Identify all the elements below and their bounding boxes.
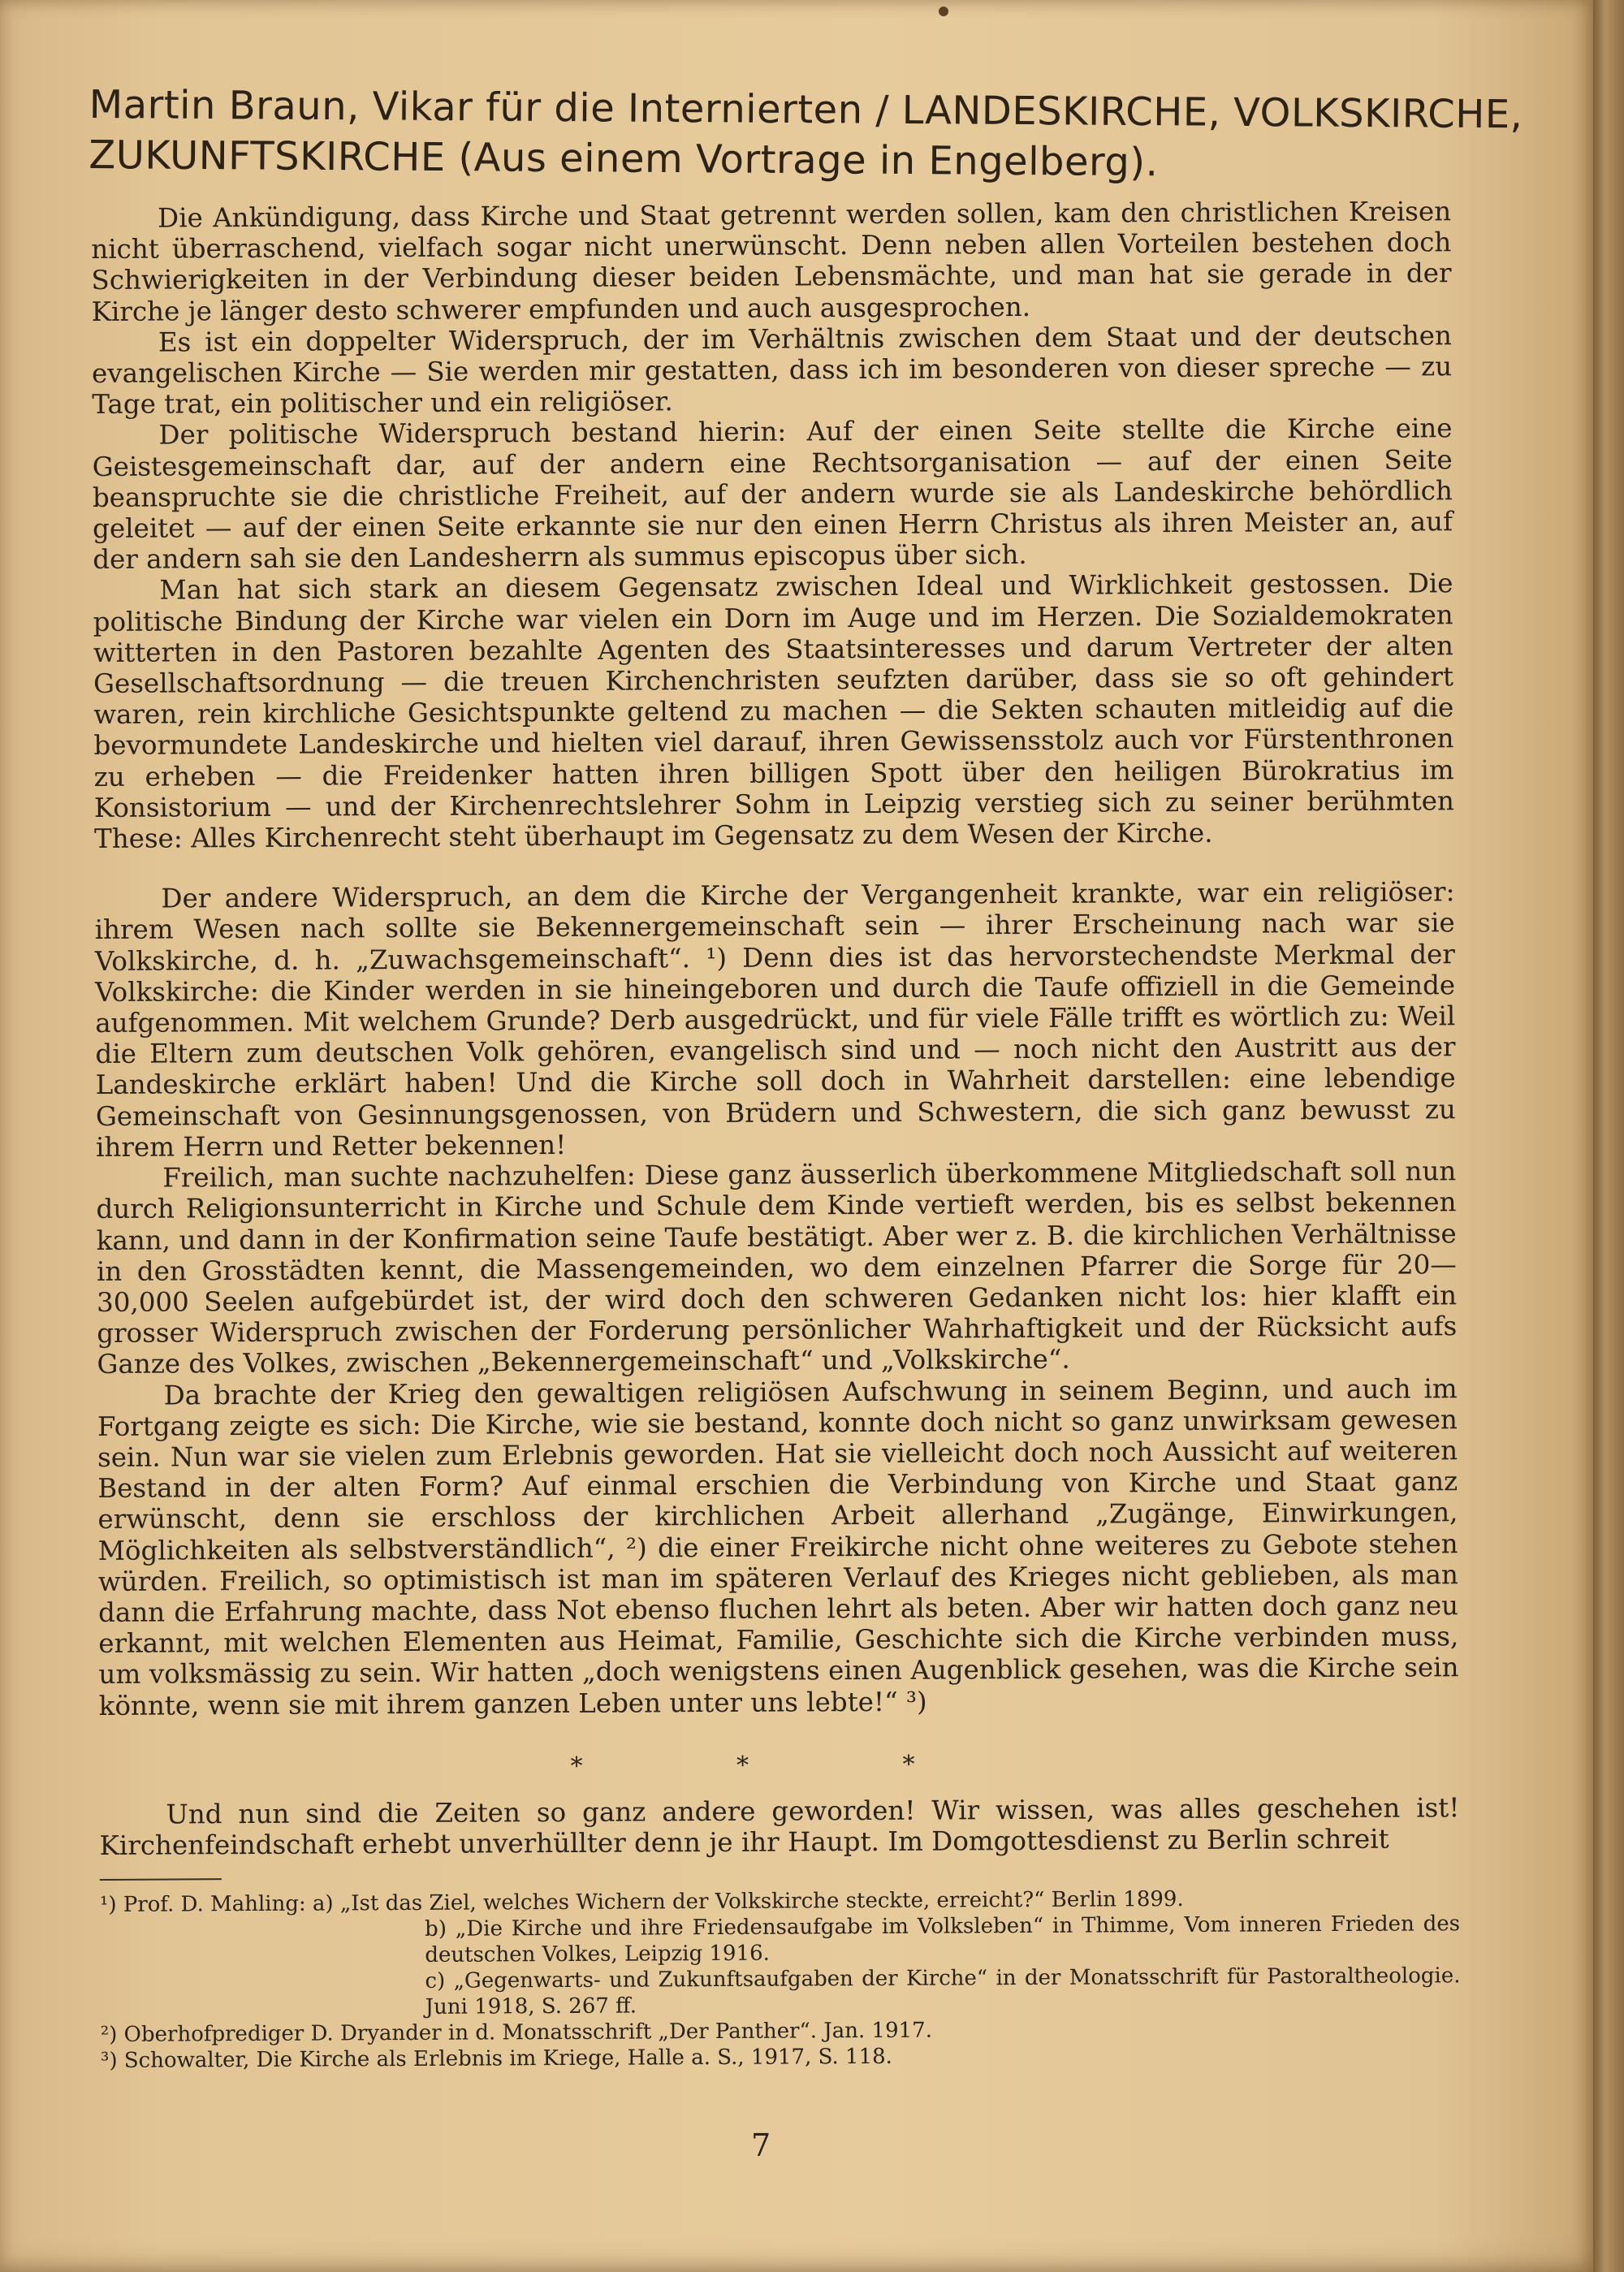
- page-number: 7: [751, 2127, 771, 2163]
- footnote-1c: c) „Gegenwarts- und Zukunftsaufgaben der Kirche“ in der Monatsschrift für Pastoraltheologie. Juni 1918, S. 267 ff.: [425, 1963, 1461, 2020]
- paragraph-2: Es ist ein doppelter Widerspruch, der im Verhältnis zwischen dem Staat und der deutschen evangelischen Kirche — Sie werden mir gestatten, dass ich im besonderen von dieser spreche — zu Tage trat, ein politischer und ein religiöser.: [92, 320, 1453, 421]
- paragraph-6: Freilich, man suchte nachzuhelfen: Diese ganz äusserlich überkommene Mitgliedschaft soll nun durch Religionsunterricht in Kirche und Schule dem Kinde vertieft werden, bis es selbst bekennen kann, und dann in der Konfirmation seine Taufe bestätigt. Aber wer z. B. die kirchlichen Verhältnisse in den Grosstädten kennt, die Massengemeinden, wo dem einzelnen Pfarrer die Sorge für 20—30,000 Seelen aufgebürdet ist, der wird doch den schweren Gedanken nicht los: hier klafft ein grosser Widerspruch zwischen der Forderung persönlicher Wahrhaftigkeit und der Rücksicht aufs Ganze des Volkes, zwischen „Bekennergemeinschaft“ und „Volkskirche“.: [96, 1155, 1458, 1380]
- paper-hole: [939, 6, 948, 16]
- footnotes: [100, 1885, 1461, 2075]
- footnote-rule: [100, 1879, 222, 1881]
- article-body: [91, 196, 1461, 2074]
- section-separator: * * *: [570, 1749, 988, 1781]
- paragraph-1: Die Ankündigung, dass Kirche und Staat getrennt werden sollen, kam den christlichen Kreisen nicht überraschend, vielfach sogar nicht unerwünscht. Denn neben allen Vorteilen bestehen doch Schwierigkeiten in der Verbindung dieser beiden Lebensmächte, und man hat sie gerade in der Kirche je länger desto schwerer empfunden und auch ausgesprochen.: [91, 196, 1452, 327]
- footnote-3: ³) Schowalter, Die Kirche als Erlebnis im Kriege, Halle a. S., 1917, S. 118.: [100, 2045, 892, 2074]
- article-heading: [89, 80, 1523, 190]
- heading-line-1: Martin Braun, Vikar für die Internierten / LANDESKIRCHE, VOLKSKIRCHE,: [89, 81, 1523, 138]
- paragraph-7: Da brachte der Krieg den gewaltigen religiösen Aufschwung in seinem Beginn, und auch im Fortgang zeigte es sich: Die Kirche, wie sie bestand, konnte doch nicht so ganz unwirksam gewesen sein. Nun war sie vielen zum Erlebnis geworden. Hat sie vielleicht doch noch Aussicht auf weiteren Bestand in der alten Form? Auf einmal erschien die Verbindung von Kirche und Staat ganz erwünscht, denn sie erschloss der kirchlichen Arbeit allerhand „Zugänge, Einwirkungen, Möglichkeiten als selbstverständlich“, ²) die einer Freikirche nicht ohne weiteres zu Gebote stehen würden. Freilich, so optimistisch ist man im späteren Verlauf des Krieges nicht geblieben, als man dann die Erfahrung machte, dass Not ebenso fluchen lehrt als beten. Aber wir hatten doch ganz neu erkannt, mit welchen Elementen aus Heimat, Familie, Geschichte sich die Kirche verbinden muss, um volksmässig zu sein. Wir hatten „doch wenigstens einen Augenblick gesehen, was die Kirche sein könnte, wenn sie mit ihrem ganzen Leben unter uns lebte!“ ³): [97, 1372, 1459, 1721]
- footnote-1a: ¹) Prof. D. Mahling: a) „Ist das Ziel, welches Wichern der Volkskirche steckte, erreicht?“ Berlin 1899.: [99, 1887, 1184, 1918]
- footnote-2: ²) Oberhofprediger D. Dryander in d. Monatsschrift „Der Panther“. Jan. 1917.: [100, 2018, 933, 2048]
- footnote-1b: b) „Die Kirche und ihre Friedensaufgabe im Volksleben“ in Thimme, Vom inneren Frieden des deutschen Volkes, Leipzig 1916.: [425, 1911, 1461, 1968]
- heading-line-2: ZUKUNFTSKIRCHE (Aus einem Vortrage in Engelberg).: [89, 132, 1159, 186]
- paragraph-4: Man hat sich stark an diesem Gegensatz zwischen Ideal und Wirklichkeit gestossen. Die politische Bindung der Kirche war vielen ein Dorn im Auge und im Herzen. Die Sozialdemokraten witterten in den Pastoren bezahlte Agenten des Staatsinteresses und darum Vertreter der alten Gesellschaftsordnung — die treuen Kirchenchristen seufzten darüber, dass sie so oft gehindert waren, rein kirchliche Gesichtspunkte geltend zu machen — die Sekten schauten mitleidig auf die bevormundete Landeskirche und hielten viel darauf, ihren Gewissensstolz auch vor Fürstenthronen zu erheben — die Freidenker hatten ihren billigen Spott über den heiligen Bürokratius im Konsistorium — und der Kirchenrechtslehrer Sohm in Leipzig verstieg sich zu seiner berühmten These: Alles Kirchenrecht steht überhaupt im Gegensatz zu dem Wesen der Kirche.: [93, 568, 1454, 855]
- paragraph-3: Der politische Widerspruch bestand hierin: Auf der einen Seite stellte die Kirche eine Geistesgemeinschaft dar, auf der andern eine Rechtsorganisation — auf der einen Seite beanspruchte sie die christliche Freiheit, auf der andern wurde sie als Landeskirche behördlich geleitet — auf der einen Seite erkannte sie nur den einen Herrn Christus als ihren Meister an, auf der andern sah sie den Landesherrn als summus episcopus über sich.: [92, 413, 1453, 576]
- book-binding: [1593, 0, 1624, 2272]
- closing-paragraph: Und nun sind die Zeiten so ganz andere geworden! Wir wissen, was alles geschehen ist! Kirchenfeindschaft erhebt unverhüllter denn je ihr Haupt. Im Domgottesdienst zu Berlin schreit: [99, 1792, 1460, 1862]
- paragraph-5: Der andere Widerspruch, an dem die Kirche der Vergangenheit krankte, war ein religiöser: ihrem Wesen nach sollte sie Bekennergemeinschaft sein — ihrer Erscheinung nach war sie Volkskirche, d. h. „Zuwachsgemeinschaft“. ¹) Denn dies ist das hervorstechendste Merkmal der Volkskirche: die Kinder werden in sie hineingeboren und durch die Taufe offiziell in die Gemeinde aufgenommen. Mit welchem Grunde? Derb ausgedrückt, und für viele Fälle trifft es wörtlich zu: Weil die Eltern zum deutschen Volk gehören, evangelisch sind und — noch nicht den Austritt aus der Landeskirche erklärt haben! Und die Kirche soll doch in Wahrheit darstellen: eine lebendige Gemeinschaft von Gesinnungsgenossen, von Brüdern und Schwestern, die sich ganz bewusst zu ihrem Herrn und Retter bekennen!: [94, 876, 1456, 1163]
